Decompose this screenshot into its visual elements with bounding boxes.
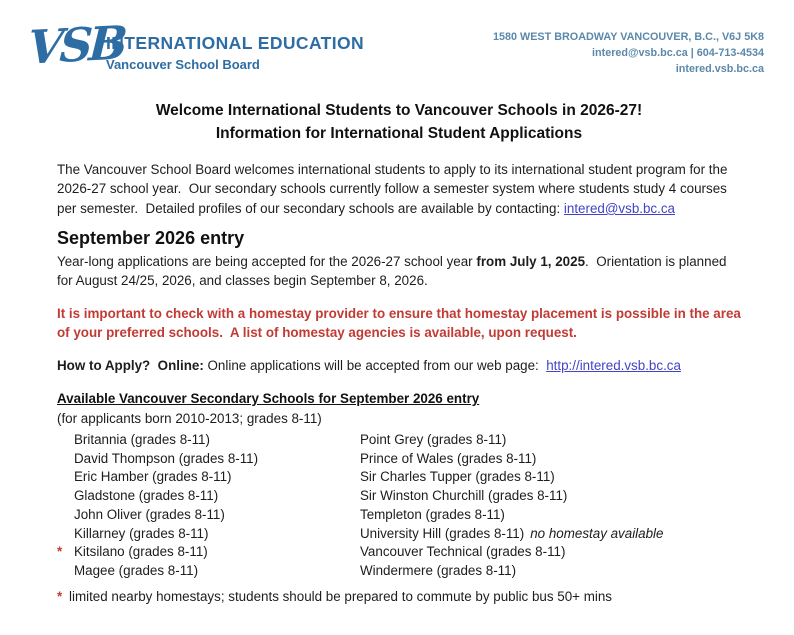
school-item: [57, 525, 360, 544]
asterisk-marker: *: [57, 544, 63, 560]
sept-text-2: . Orientation is planned for August 24/25, 2026, and classes begin September 8, 2026.: [57, 254, 731, 289]
school-item: [360, 450, 741, 469]
asterisk-marker: [57, 562, 74, 581]
school-name: Sir Charles Tupper (grades 8-11): [360, 469, 555, 485]
school-item: [57, 450, 360, 469]
school-name: Eric Hamber (grades 8-11): [74, 469, 232, 485]
asterisk-marker: [57, 506, 74, 525]
intro-email-link[interactable]: intered@vsb.bc.ca: [563, 200, 675, 216]
asterisk-marker: [57, 468, 74, 487]
vsb-logo: VSB: [26, 15, 126, 75]
school-item: [360, 487, 741, 506]
school-item: [360, 431, 741, 450]
school-name: Kitsilano (grades 8-11): [74, 544, 208, 560]
school-item: [57, 506, 360, 525]
school-name: Windermere (grades 8-11): [360, 562, 517, 578]
how-to-apply-line: [57, 356, 741, 375]
school-item: [360, 506, 741, 525]
footnote: [57, 588, 741, 607]
schools-left-column: [57, 431, 360, 581]
school-item: [57, 468, 360, 487]
school-item: [360, 525, 741, 544]
school-item: [57, 543, 360, 562]
title-line-2: Information for International Student Applications: [215, 125, 583, 143]
school-name: University Hill (grades 8-11): [360, 525, 525, 541]
school-name: Point Grey (grades 8-11): [360, 432, 507, 447]
schools-list: [57, 431, 741, 581]
school-name: Magee (grades 8-11): [74, 562, 199, 578]
school-name: Killarney (grades 8-11): [74, 525, 209, 541]
school-item: [57, 487, 360, 506]
school-item: [57, 431, 360, 450]
school-name: Templeton (grades 8-11): [360, 506, 505, 522]
footnote-text: limited nearby homestays; students should be prepared to commute by public bus 50+ mins: [69, 589, 612, 604]
school-name: Sir Winston Churchill (grades 8-11): [360, 488, 568, 504]
schools-section-heading: Available Vancouver Secondary Schools for September 2026 entry: [57, 391, 480, 406]
logo-title: INTERNATIONAL EDUCATION: [106, 33, 365, 53]
asterisk-marker: *: [57, 589, 63, 604]
logo-wordmark: [106, 33, 364, 72]
how-to-apply-label: How to Apply? Online:: [57, 358, 204, 373]
how-to-apply-text: Online applications will be accepted from our web page:: [203, 358, 547, 373]
school-item: [360, 562, 741, 581]
school-item: [57, 562, 360, 581]
school-item: [360, 468, 741, 487]
apply-web-link[interactable]: http://intered.vsb.bc.ca: [546, 358, 681, 373]
schools-right-column: [360, 431, 741, 581]
contact-address: 1580 WEST BROADWAY VANCOUVER, B.C., V6J 5K8: [493, 31, 764, 43]
asterisk-marker: [57, 487, 74, 506]
title-line-1: Welcome International Students to Vancouver Schools in 2026-27!: [155, 102, 643, 119]
sept-bold-date: from July 1, 2025: [476, 254, 586, 269]
schools-section-subheading: (for applicants born 2010-2013; grades 8-11): [57, 411, 322, 426]
sept-text-1: Year-long applications are being accepted for the 2026-27 school year: [57, 254, 477, 269]
contact-email-phone: intered@vsb.bc.ca | 604-713-4534: [592, 47, 764, 60]
school-name: John Oliver (grades 8-11): [74, 506, 225, 522]
september-entry-paragraph: [57, 252, 741, 291]
september-entry-heading: September 2026 entry: [57, 228, 245, 248]
school-name: Britannia (grades 8-11): [74, 432, 210, 447]
school-item: [360, 543, 741, 562]
school-name: Vancouver Technical (grades 8-11): [360, 544, 566, 560]
asterisk-marker: [57, 431, 74, 450]
homestay-alert-text: It is important to check with a homestay provider to ensure that homestay placement is possible in the area of your preferred schools. A list of homestay agencies is available, upon request.: [57, 306, 745, 341]
school-name: Prince of Wales (grades 8-11): [360, 450, 537, 466]
intro-text: The Vancouver School Board welcomes international students to apply to its international student program for the 2026-27 school year. Our secondary schools currently follow a semester system where students study 4 courses per semester. Detailed profiles of our secondary schools are available by contacting:: [57, 162, 732, 216]
logo-subtitle: Vancouver School Board: [106, 57, 260, 72]
school-name: David Thompson (grades 8-11): [74, 450, 259, 466]
school-name: Gladstone (grades 8-11): [74, 488, 219, 504]
letterhead-contact-block: [493, 29, 764, 78]
intro-paragraph: [57, 160, 741, 218]
asterisk-marker: [57, 525, 74, 544]
contact-website: intered.vsb.bc.ca: [675, 63, 764, 76]
asterisk-marker: [57, 450, 74, 469]
school-note: no homestay available: [530, 525, 664, 541]
document-title: [57, 99, 741, 146]
